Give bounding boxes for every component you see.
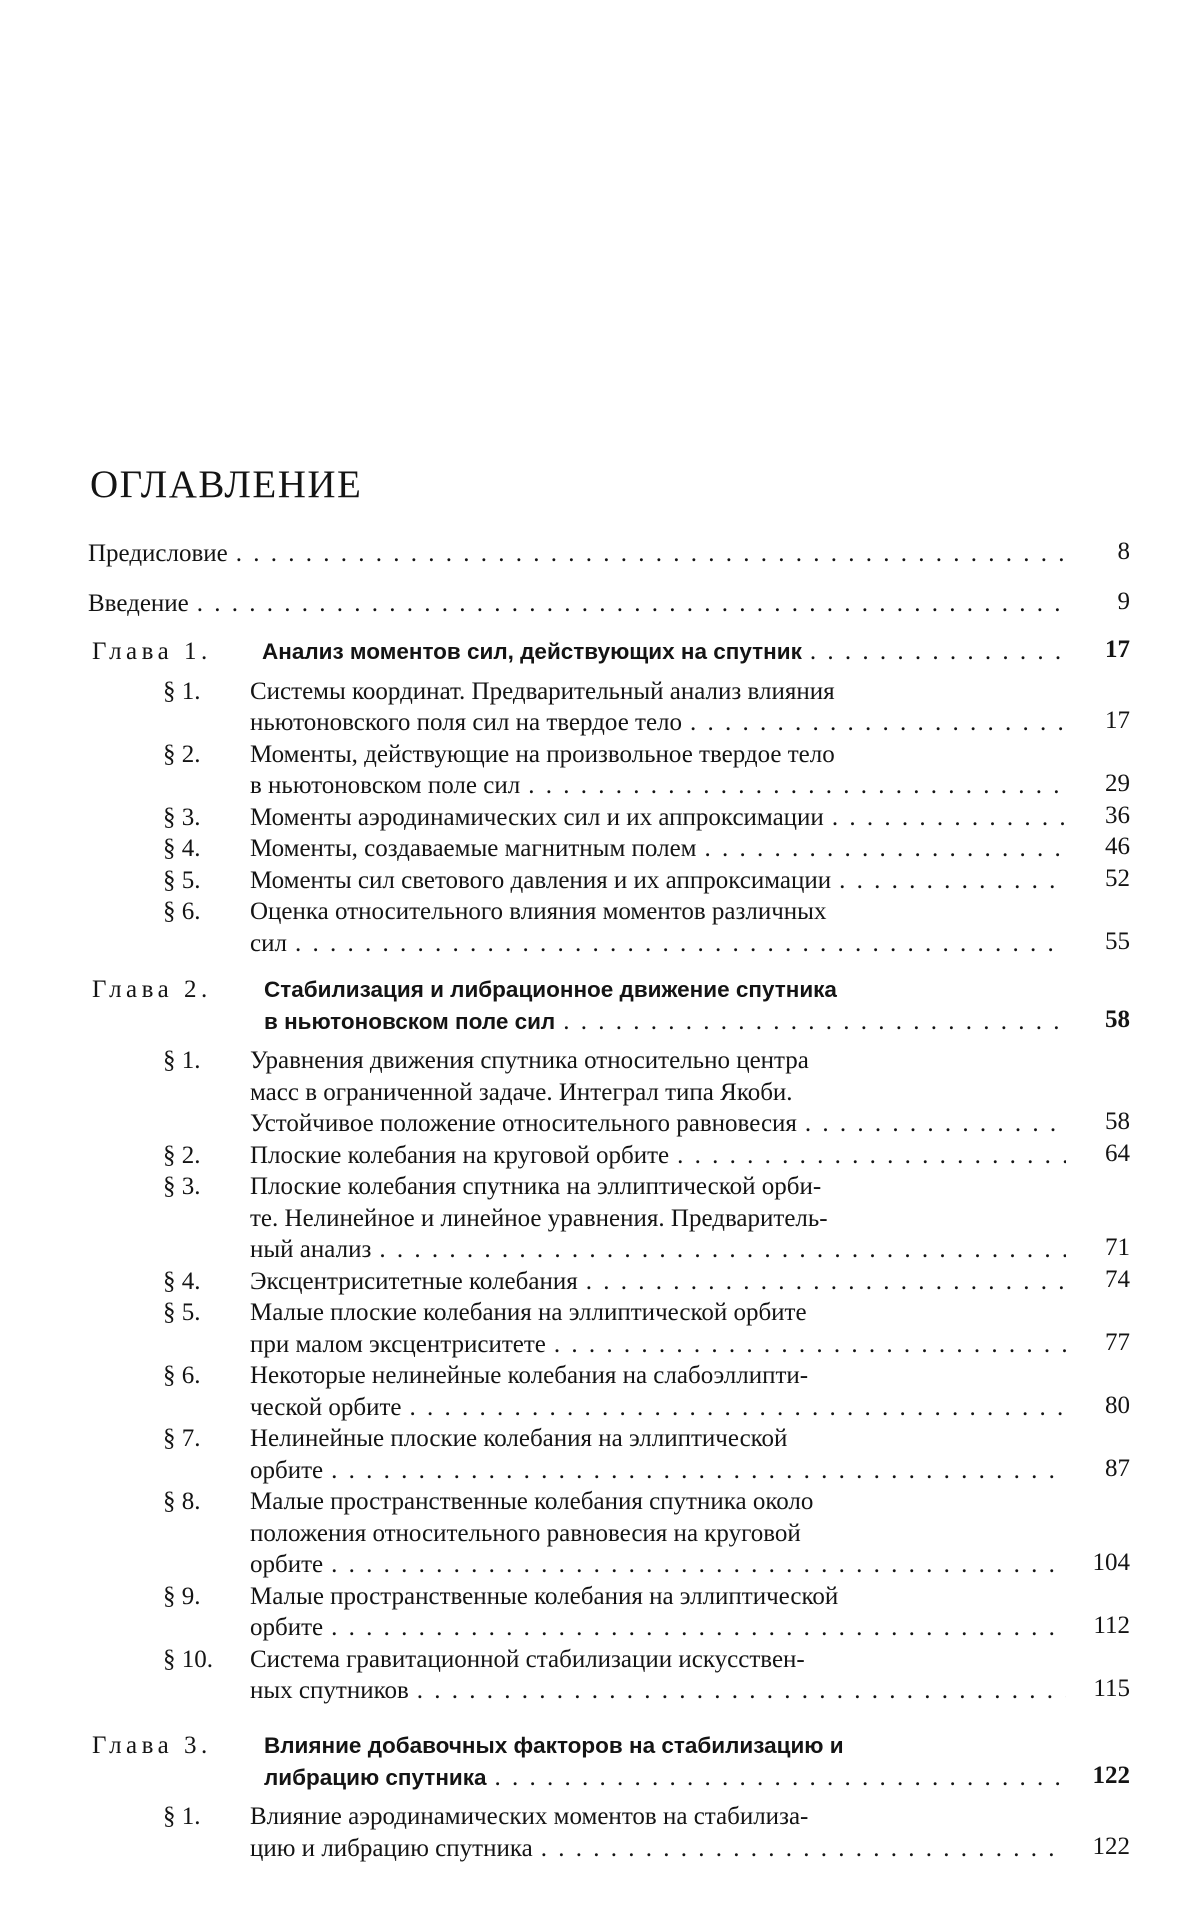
- entry-text: сил: [250, 929, 287, 957]
- leader-dots: [554, 1329, 1066, 1361]
- toc-entry: [250, 1297, 1070, 1360]
- toc-entry: [250, 833, 1070, 865]
- page-number: 46: [1105, 833, 1130, 860]
- entry-line: [250, 1266, 1070, 1298]
- toc-entry: [262, 636, 1070, 668]
- entry-line: [250, 1423, 1070, 1455]
- toc-entry: [250, 1140, 1070, 1172]
- leader-dots: [586, 1266, 1066, 1298]
- entry-line: [250, 770, 1070, 802]
- entry-line: [250, 1140, 1070, 1172]
- entry-text: Стабилизация и либрационное движение спутника: [264, 977, 837, 1002]
- entry-text: орбите: [250, 1456, 324, 1484]
- entry-text: либрацию спутника: [264, 1764, 487, 1790]
- entry-text: Система гравитационной стабилизации искусствен-: [250, 1645, 805, 1673]
- section-number: § 6.: [163, 898, 201, 925]
- page-number: 58: [1105, 1005, 1130, 1033]
- entry-line: [88, 588, 1070, 620]
- entry-text: орбите: [250, 1614, 324, 1641]
- entry-line: [250, 707, 1070, 739]
- section-number: § 5.: [163, 866, 201, 894]
- page-number: 80: [1105, 1391, 1130, 1419]
- entry-line: [264, 1762, 1070, 1794]
- page-number: 64: [1105, 1139, 1130, 1167]
- entry-line: [250, 833, 1070, 865]
- entry-line: [250, 1108, 1070, 1140]
- section-number: § 1.: [163, 1803, 201, 1830]
- entry-line: [250, 1675, 1070, 1707]
- entry-line: [250, 1297, 1070, 1329]
- page-number: 112: [1093, 1612, 1130, 1639]
- entry-text: Моменты, создаваемые магнитным полем: [250, 835, 697, 862]
- section-number: § 4.: [163, 1267, 201, 1295]
- entry-text: ных спутников: [250, 1677, 409, 1704]
- entry-line: [250, 1801, 1070, 1833]
- entry-text: Моменты, действующие на произвольное твердое тело: [250, 740, 835, 768]
- leader-dots: [495, 1762, 1066, 1794]
- entry-text: орбите: [250, 1551, 324, 1578]
- entry-text: те. Нелинейное и линейное уравнения. Предваритель-: [250, 1204, 828, 1232]
- leader-dots: [410, 1392, 1066, 1424]
- entry-text: Плоские колебания на круговой орбите: [250, 1141, 670, 1169]
- section-number: § 1.: [163, 1047, 201, 1074]
- leader-dots: [832, 802, 1066, 834]
- entry-line: [250, 1612, 1070, 1644]
- chapter-label: Глава 1.: [92, 638, 212, 665]
- entry-text: ньютоновского поля сил на твердое тело: [250, 709, 683, 736]
- toc-entry: [250, 739, 1070, 802]
- toc-entry: [250, 896, 1070, 959]
- page-number: 74: [1105, 1265, 1130, 1293]
- toc-entry: [264, 1730, 1070, 1793]
- section-number: § 9.: [163, 1582, 201, 1610]
- chapter-label: Глава 2.: [92, 976, 212, 1003]
- page-number: 122: [1092, 1832, 1130, 1860]
- entry-line: [250, 1203, 1070, 1235]
- entry-line: [250, 1644, 1070, 1676]
- page-number: 104: [1092, 1549, 1130, 1576]
- leader-dots: [236, 538, 1066, 570]
- toc-entry-preface: [88, 538, 1070, 570]
- entry-text: Анализ моментов сил, действующих на спутник: [262, 639, 802, 664]
- entry-text: положения относительного равновесия на круговой: [250, 1519, 801, 1547]
- entry-text: Нелинейные плоские колебания на эллиптической: [250, 1425, 788, 1452]
- toc-entry: [264, 974, 1070, 1037]
- toc-entry: [250, 1581, 1070, 1644]
- entry-line: [264, 974, 1070, 1006]
- section-number: § 4.: [163, 835, 201, 862]
- leader-dots: [379, 1234, 1066, 1266]
- leader-dots: [677, 1140, 1066, 1172]
- page-number: 36: [1105, 801, 1130, 829]
- entry-line: [250, 928, 1070, 960]
- entry-text: масс в ограниченной задаче. Интеграл типа Якоби.: [250, 1078, 793, 1106]
- page-number: 17: [1105, 636, 1130, 663]
- section-number: § 3.: [163, 803, 201, 831]
- entry-text: Малые пространственные колебания спутника около: [250, 1488, 814, 1515]
- leader-dots: [805, 1108, 1066, 1140]
- toc-entry: [250, 676, 1070, 739]
- entry-text: Моменты сил светового давления и их аппроксимации: [250, 866, 832, 894]
- entry-line: [250, 1077, 1070, 1109]
- section-number: § 10.: [163, 1645, 213, 1673]
- entry-line: [250, 1329, 1070, 1361]
- page-number: 8: [1117, 538, 1130, 565]
- leader-dots: [197, 588, 1066, 620]
- page-number: 58: [1105, 1108, 1130, 1135]
- leader-dots: [541, 1833, 1066, 1865]
- entry-line: [262, 636, 1070, 668]
- entry-line: [250, 865, 1070, 897]
- page-number: 115: [1093, 1675, 1130, 1702]
- toc-entry: [250, 1801, 1070, 1864]
- entry-line: [250, 896, 1070, 928]
- entry-line: [88, 538, 1070, 570]
- entry-line: [250, 1833, 1070, 1865]
- entry-text: Плоские колебания спутника на эллиптической орби-: [250, 1173, 822, 1200]
- leader-dots: [331, 1549, 1066, 1581]
- toc-entry: [250, 1360, 1070, 1423]
- page-number: 9: [1117, 588, 1130, 615]
- entry-line: [250, 676, 1070, 708]
- entry-text: ный анализ: [250, 1236, 372, 1263]
- chapter-label: Глава 3.: [92, 1732, 212, 1759]
- entry-text: Моменты аэродинамических сил и их аппроксимации: [250, 803, 824, 831]
- toc-entry: [250, 1644, 1070, 1707]
- section-number: § 8.: [163, 1488, 201, 1515]
- entry-line: [250, 1518, 1070, 1550]
- entry-text: Малые пространственные колебания на эллиптической: [250, 1582, 839, 1610]
- entry-text: Введение: [88, 590, 189, 617]
- page-number: 71: [1105, 1234, 1130, 1261]
- toc-entry: [250, 1266, 1070, 1298]
- toc-title: ОГЛАВЛЕНИЕ: [90, 463, 363, 506]
- entry-text: Эксцентриситетные колебания: [250, 1267, 578, 1295]
- entry-text: цию и либрацию спутника: [250, 1834, 533, 1862]
- page-number: 87: [1105, 1454, 1130, 1482]
- toc-entry-intro: [88, 588, 1070, 620]
- section-number: § 1.: [163, 677, 201, 705]
- entry-line: [250, 739, 1070, 771]
- section-number: § 2.: [163, 1141, 201, 1169]
- entry-text: Предисловие: [88, 540, 228, 567]
- page-number: 77: [1105, 1328, 1130, 1356]
- entry-line: [250, 1455, 1070, 1487]
- entry-text: в ньютоновском поле сил: [250, 772, 521, 799]
- entry-text: ческой орбите: [250, 1393, 402, 1421]
- entry-line: [264, 1006, 1070, 1038]
- leader-dots: [417, 1675, 1066, 1707]
- entry-line: [250, 1486, 1070, 1518]
- entry-text: Уравнения движения спутника относительно центра: [250, 1047, 809, 1074]
- entry-text: Системы координат. Предварительный анализ влияния: [250, 677, 835, 705]
- entry-line: [250, 1045, 1070, 1077]
- toc-entry: [250, 1045, 1070, 1140]
- page-number: 17: [1105, 707, 1130, 734]
- section-number: § 3.: [163, 1173, 201, 1200]
- entry-line: [250, 1234, 1070, 1266]
- toc-entry: [250, 1423, 1070, 1486]
- leader-dots: [810, 636, 1066, 668]
- entry-text: Малые плоские колебания на эллиптической орбите: [250, 1299, 807, 1326]
- entry-line: [250, 802, 1070, 834]
- leader-dots: [563, 1006, 1066, 1038]
- entry-line: [250, 1171, 1070, 1203]
- entry-text: Влияние добавочных факторов на стабилизацию и: [264, 1733, 844, 1758]
- section-number: § 7.: [163, 1425, 201, 1452]
- entry-line: [250, 1549, 1070, 1581]
- leader-dots: [704, 833, 1066, 865]
- entry-line: [250, 1360, 1070, 1392]
- leader-dots: [295, 928, 1066, 960]
- toc-entry: [250, 1486, 1070, 1581]
- page-number: 122: [1092, 1761, 1130, 1789]
- entry-text: Устойчивое положение относительного равновесия: [250, 1110, 797, 1137]
- page-number: 52: [1105, 864, 1130, 892]
- entry-line: [250, 1392, 1070, 1424]
- leader-dots: [839, 865, 1066, 897]
- entry-text: Некоторые нелинейные колебания на слабоэллипти-: [250, 1362, 809, 1389]
- toc-entry: [250, 1171, 1070, 1266]
- entry-line: [264, 1730, 1070, 1762]
- entry-text: в ньютоновском поле сил: [264, 1008, 556, 1034]
- page-number: 29: [1105, 770, 1130, 797]
- leader-dots: [331, 1455, 1066, 1487]
- entry-text: Влияние аэродинамических моментов на стабилиза-: [250, 1803, 809, 1830]
- entry-text: при малом эксцентриситете: [250, 1330, 546, 1358]
- section-number: § 2.: [163, 740, 201, 768]
- page-number: 55: [1105, 927, 1130, 955]
- toc-entry: [250, 802, 1070, 834]
- entry-line: [250, 1581, 1070, 1613]
- section-number: § 6.: [163, 1362, 201, 1389]
- entry-text: Оценка относительного влияния моментов различных: [250, 898, 827, 925]
- leader-dots: [331, 1612, 1066, 1644]
- leader-dots: [690, 707, 1066, 739]
- leader-dots: [528, 770, 1066, 802]
- toc-entry: [250, 865, 1070, 897]
- section-number: § 5.: [163, 1299, 201, 1326]
